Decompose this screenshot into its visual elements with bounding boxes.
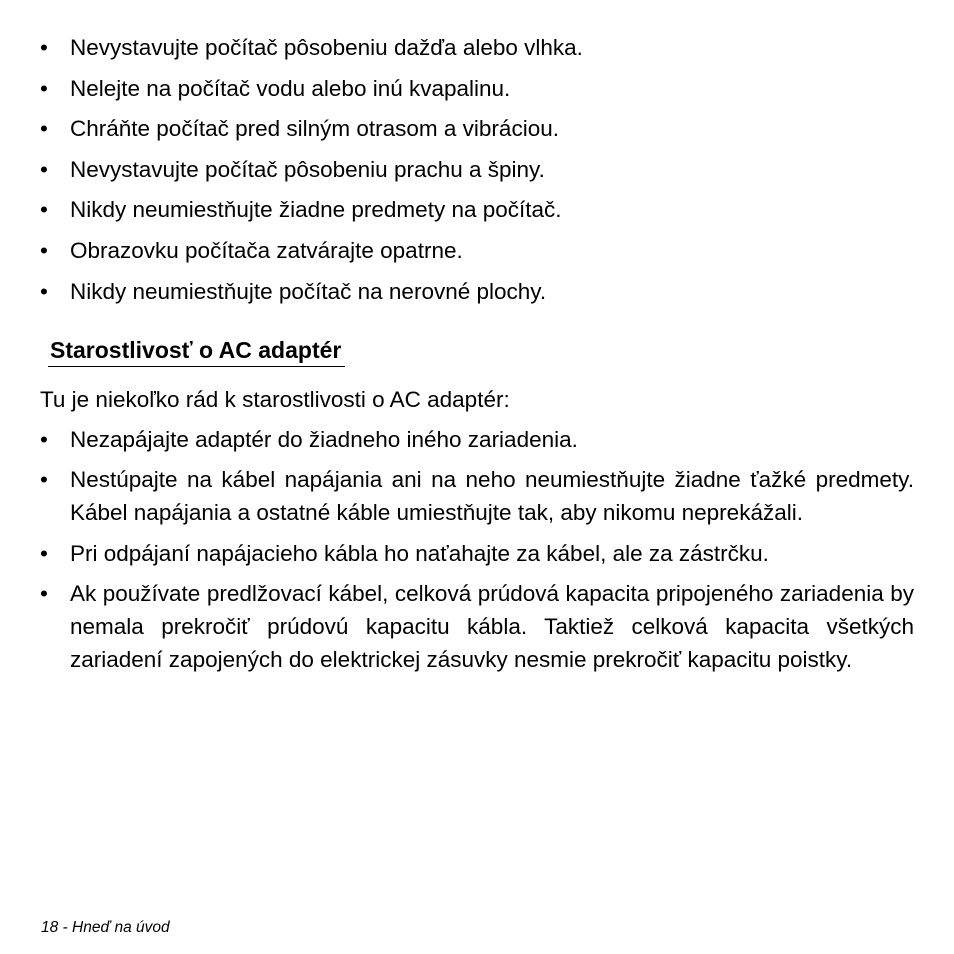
bullet: • [40, 197, 48, 223]
list-item [40, 275, 914, 308]
list-item [40, 537, 914, 570]
page-footer: 18 - Hneď na úvod [41, 919, 170, 936]
bullet: • [40, 75, 48, 101]
bullet: • [40, 278, 48, 304]
section-intro: Tu je niekoľko rád k starostlivosti o AC adaptér: [40, 387, 510, 412]
list-item [40, 463, 914, 529]
list-item-text: Obrazovku počítača zatvárajte opatrne. [70, 237, 463, 263]
computer-care-list [40, 31, 914, 315]
bullet: • [40, 427, 48, 452]
list-item [40, 577, 914, 676]
list-item-text: Nevystavujte počítač pôsobeniu dažďa alebo vlhka. [70, 35, 583, 60]
bullet: • [40, 540, 48, 566]
bullet: • [40, 580, 48, 606]
list-item-text: Nestúpajte na kábel napájania ani na neho neumiestňujte žiadne ťažké predmety. Kábel napájania a ostatné káble umiestňujte tak, aby nikomu neprekážali. [70, 467, 914, 526]
list-item [40, 234, 914, 267]
list-item-text: Chráňte počítač pred silným otrasom a vibráciou. [70, 116, 559, 142]
list-item-text: Nelejte na počítač vodu alebo inú kvapalinu. [70, 75, 511, 101]
list-item [40, 153, 914, 186]
adapter-care-list [40, 423, 914, 683]
list-item-text: Nezapájajte adaptér do žiadneho iného zariadenia. [70, 427, 578, 452]
bullet: • [40, 35, 48, 60]
bullet: • [40, 467, 48, 493]
list-item-text: Ak používate predlžovací kábel, celková prúdová kapacita pripojeného zariadenia by nemala prekročiť prúdovú kapacitu kábla. Taktiež celková kapacita všetkých zariadení zapojených do elektrickej zásuvky nesmie prekročiť kapacitu poistky. [70, 580, 914, 672]
list-item [40, 31, 914, 64]
list-item-text: Nikdy neumiestňujte počítač na nerovné plochy. [70, 278, 547, 304]
list-item [40, 423, 914, 456]
list-item [40, 193, 914, 226]
bullet: • [40, 156, 48, 182]
list-item-text: Nevystavujte počítač pôsobeniu prachu a špiny. [70, 156, 545, 182]
list-item [40, 112, 914, 145]
bullet: • [40, 237, 48, 263]
list-item-text: Nikdy neumiestňujte žiadne predmety na počítač. [70, 197, 562, 223]
list-item-text: Pri odpájaní napájacieho kábla ho naťahajte za kábel, ale za zástrčku. [70, 540, 769, 566]
list-item [40, 72, 914, 105]
bullet: • [40, 116, 48, 142]
section-heading: Starostlivosť o AC adaptér [48, 334, 345, 367]
